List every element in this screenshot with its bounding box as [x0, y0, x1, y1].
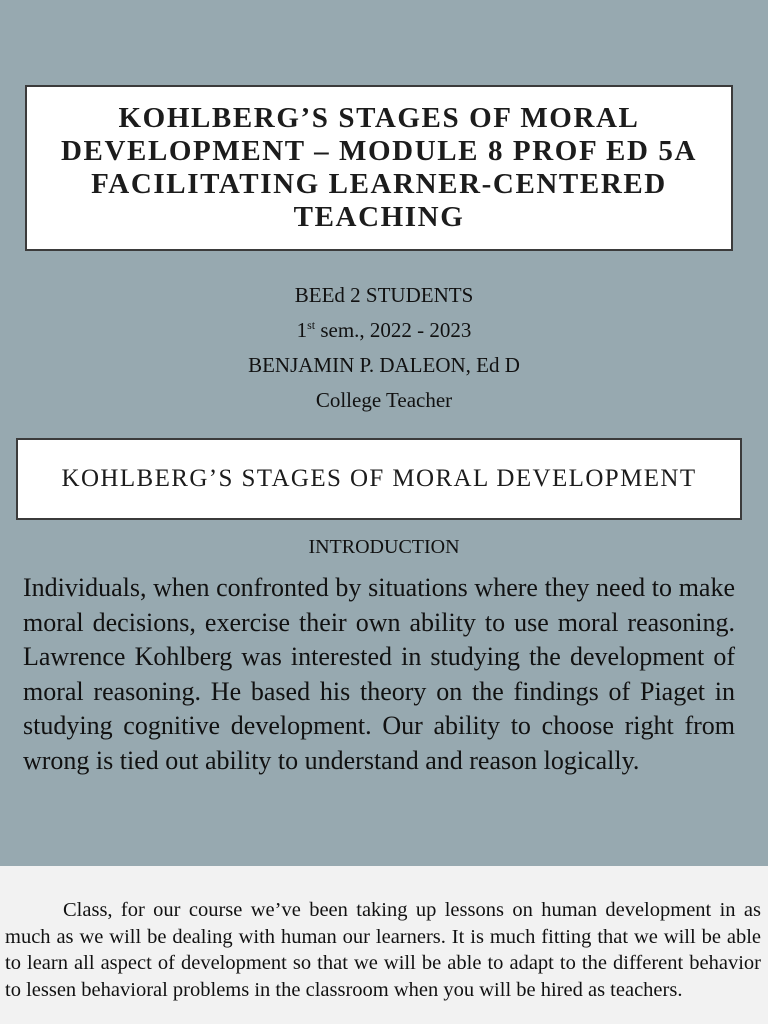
title-box: [25, 85, 733, 251]
semester-line: [0, 313, 768, 348]
document-paragraph: Class, for our course we’ve been taking up lessons on human development in as much as we will be dealing with human our learners. It is much fitting that we will be able to learn all aspect of development so that we will be able to adapt to the different behavior to lessen behavioral problems in the classroom when you will be hired as teachers.: [5, 899, 761, 1001]
semester-text: sem., 2022 - 2023: [315, 318, 472, 342]
slide-meta: [0, 278, 768, 418]
intro-paragraph: Individuals, when confronted by situations where they need to make moral decisions, exercise their own ability to use moral reasoning. Lawrence Kohlberg was interested in studying the development of moral reasoning. He based his theory on the findings of Piaget in studying cognitive development. Our ability to choose right from wrong is tied out ability to understand and reason logically.: [23, 573, 735, 775]
slide-title: KOHLBERG’S STAGES OF MORAL DEVELOPMENT – MODULE 8 PROF ED 5A FACILITATING LEARNER-CENTERED TEACHING: [60, 102, 698, 233]
audience-line: BEEd 2 STUDENTS: [294, 283, 474, 307]
author-role-line: College Teacher: [315, 388, 453, 412]
semester-number: 1: [296, 318, 308, 342]
section-heading: KOHLBERG’S STAGES OF MORAL DEVELOPMENT: [61, 465, 697, 492]
section-heading-box: [16, 438, 742, 520]
intro-label: INTRODUCTION: [308, 536, 460, 558]
semester-ordinal: st: [307, 318, 316, 332]
author-line: BENJAMIN P. DALEON, Ed D: [248, 353, 520, 377]
